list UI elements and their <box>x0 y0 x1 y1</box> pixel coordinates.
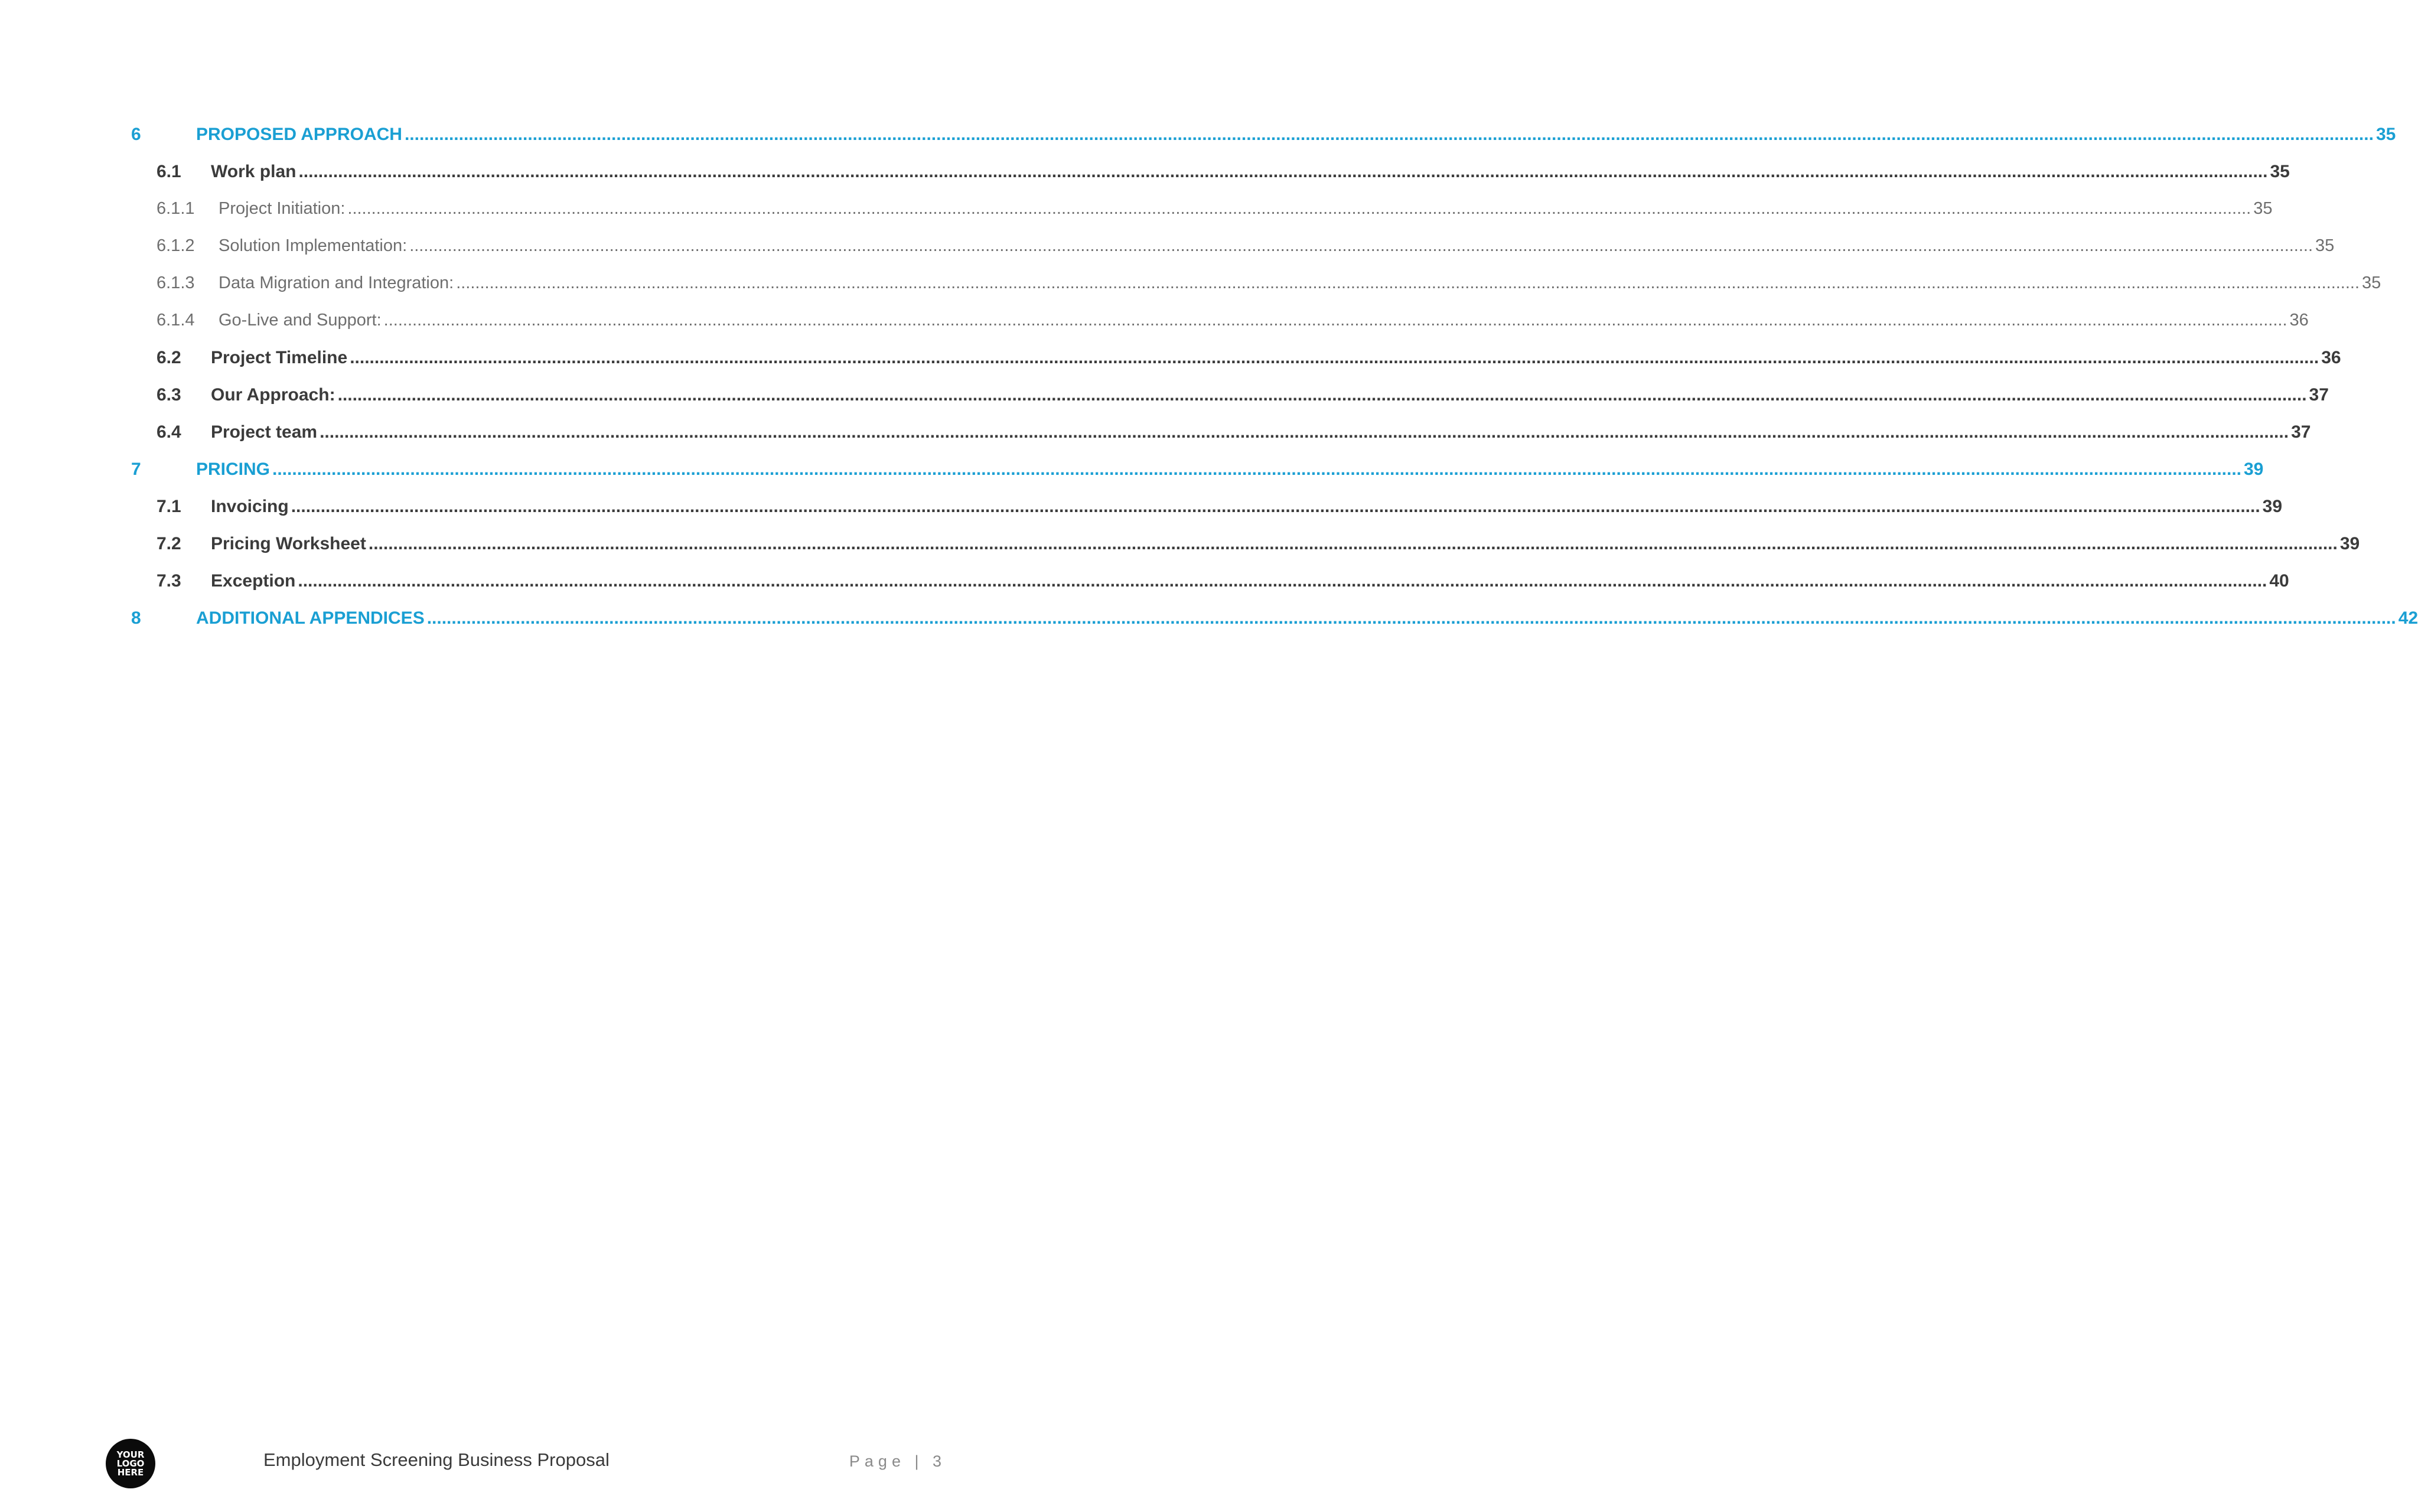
logo-text-line: LOGO <box>116 1458 145 1469</box>
toc-entry[interactable] <box>131 302 2309 339</box>
toc-entry[interactable] <box>131 339 2341 376</box>
toc-dot-leader: ................................................................................................................................................................................................................................................................................................................................................................................................................ <box>350 348 2319 367</box>
toc-entry-number: 6.2 <box>157 348 181 367</box>
toc-entry-title: PRICING <box>196 460 271 479</box>
toc-entry-number: 6.1.1 <box>157 199 195 218</box>
toc-entry-number: 6 <box>131 125 141 144</box>
toc-dot-leader: ................................................................................................................................................................................................................................................................................................................................................................................................................ <box>272 460 2241 479</box>
toc-entry[interactable] <box>131 190 2273 227</box>
toc-entry-page: 39 <box>2339 534 2360 553</box>
toc-entry-page: 35 <box>2253 199 2273 218</box>
toc-entry-number: 6.1.3 <box>157 273 195 292</box>
toc-entry-title: Go-Live and Support: <box>219 311 382 330</box>
footer-document-title: Employment Screening Business Proposal <box>263 1449 610 1470</box>
toc-dot-leader: ................................................................................................................................................................................................................................................................................................................................................................................................................ <box>426 608 2396 628</box>
toc-dot-leader: ................................................................................................................................................................................................................................................................................................................................................................................................................ <box>291 497 2260 516</box>
toc-entry-title: Pricing Worksheet <box>211 534 366 553</box>
toc-entry[interactable] <box>131 227 2335 265</box>
toc-entry[interactable] <box>131 265 2381 302</box>
toc-entry-number: 7.1 <box>157 497 181 516</box>
toc-entry-title: Our Approach: <box>211 385 335 405</box>
toc-entry-page: 35 <box>2270 162 2290 181</box>
toc-entry-page: 35 <box>2362 273 2381 292</box>
toc-entry-page: 35 <box>2375 125 2396 144</box>
toc-entry-page: 37 <box>2309 385 2329 405</box>
toc-entry-title: Project Initiation: <box>219 199 346 218</box>
toc-entry-title: ADDITIONAL APPENDICES <box>196 608 425 628</box>
toc-entry-title: Data Migration and Integration: <box>219 273 454 292</box>
toc-entry[interactable] <box>131 376 2329 413</box>
toc-entry-page: 37 <box>2291 422 2311 442</box>
toc-entry-number: 7.3 <box>157 571 181 591</box>
toc-dot-leader: ................................................................................................................................................................................................................................................................................................................................................................................................................ <box>409 236 2313 255</box>
toc-entry-title: Exception <box>211 571 296 591</box>
toc-entry-page: 42 <box>2398 608 2418 628</box>
toc-entry-page: 39 <box>2244 460 2264 479</box>
toc-entry-page: 36 <box>2289 311 2309 330</box>
toc-dot-leader: ................................................................................................................................................................................................................................................................................................................................................................................................................ <box>320 422 2289 442</box>
toc-entry[interactable] <box>131 488 2283 525</box>
logo-text-line: YOUR <box>116 1449 145 1460</box>
toc-entry[interactable] <box>131 525 2360 562</box>
toc-entry-number: 6.1.4 <box>157 311 195 330</box>
toc-entry-number: 6.3 <box>157 385 181 405</box>
toc-entry-title: Work plan <box>211 162 296 181</box>
toc-entry[interactable] <box>131 599 2418 637</box>
toc-entry-page: 39 <box>2262 497 2283 516</box>
toc-dot-leader: ................................................................................................................................................................................................................................................................................................................................................................................................................ <box>337 385 2307 405</box>
toc-entry-number: 6.4 <box>157 422 181 442</box>
toc-dot-leader: ................................................................................................................................................................................................................................................................................................................................................................................................................ <box>347 199 2251 218</box>
toc-entry-number: 7.2 <box>157 534 181 553</box>
toc-entry-page: 36 <box>2321 348 2341 367</box>
toc-entry-title: PROPOSED APPROACH <box>196 125 402 144</box>
toc-entry[interactable] <box>131 413 2311 451</box>
toc-entry-title: Solution Implementation: <box>219 236 408 255</box>
toc-dot-leader: ................................................................................................................................................................................................................................................................................................................................................................................................................ <box>456 273 2360 292</box>
toc-entry[interactable] <box>131 153 2290 190</box>
toc-dot-leader: ................................................................................................................................................................................................................................................................................................................................................................................................................ <box>298 162 2268 181</box>
toc-entry-number: 8 <box>131 608 141 628</box>
toc-entry-page: 40 <box>2269 571 2289 591</box>
toc-dot-leader: ................................................................................................................................................................................................................................................................................................................................................................................................................ <box>368 534 2338 553</box>
toc-entry[interactable] <box>131 116 2396 153</box>
logo-placeholder-icon <box>106 1439 155 1488</box>
toc-dot-leader: ................................................................................................................................................................................................................................................................................................................................................................................................................ <box>404 125 2374 144</box>
toc-entry[interactable] <box>131 562 2289 599</box>
toc-entry-number: 7 <box>131 460 141 479</box>
toc-dot-leader: ................................................................................................................................................................................................................................................................................................................................................................................................................ <box>298 571 2267 591</box>
toc-entry[interactable] <box>131 451 2264 488</box>
toc-entry-title: Project team <box>211 422 318 442</box>
table-of-contents <box>131 116 2418 637</box>
toc-entry-page: 35 <box>2315 236 2335 255</box>
toc-entry-title: Invoicing <box>211 497 289 516</box>
footer-page-number: Page | 3 <box>849 1452 946 1470</box>
toc-entry-number: 6.1 <box>157 162 181 181</box>
logo-text-line: HERE <box>117 1467 144 1478</box>
toc-entry-title: Project Timeline <box>211 348 348 367</box>
toc-entry-number: 6.1.2 <box>157 236 195 255</box>
toc-dot-leader: ................................................................................................................................................................................................................................................................................................................................................................................................................ <box>383 311 2287 330</box>
